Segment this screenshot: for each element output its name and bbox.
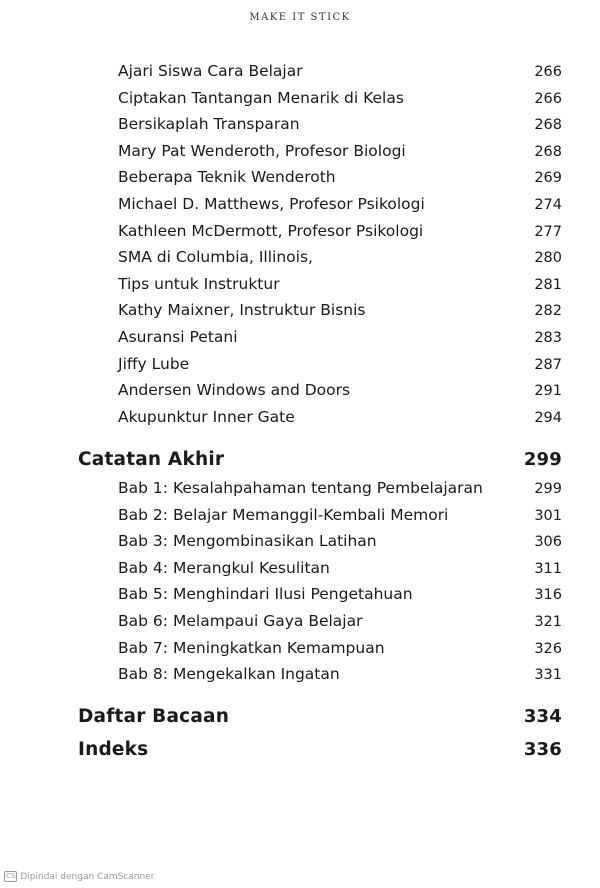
- section-title: Catatan Akhir: [78, 449, 225, 470]
- toc-entry-page: 287: [534, 356, 562, 373]
- chapter-page: 316: [534, 587, 562, 604]
- notes-chapter-entry[interactable]: [118, 665, 562, 692]
- toc-entry-title: Tips untuk Instruktur: [118, 274, 280, 293]
- toc-entry-page: 283: [534, 329, 562, 346]
- notes-chapter-entry[interactable]: [118, 506, 562, 533]
- toc-entry[interactable]: [118, 195, 562, 222]
- section-page: 334: [523, 706, 562, 727]
- toc-entry-page: 291: [534, 383, 562, 400]
- toc-entry-page: 281: [534, 276, 562, 293]
- chapter-page: 331: [534, 667, 562, 684]
- toc-entry-page: 269: [534, 170, 562, 187]
- notes-chapter-list: [118, 479, 562, 692]
- chapter-label: Bab 3:: [118, 532, 168, 551]
- chapter-page: 321: [534, 613, 562, 630]
- toc-entry[interactable]: [118, 275, 562, 302]
- chapter-label: Bab 1:: [118, 479, 168, 497]
- scanner-watermark: [4, 871, 154, 882]
- toc-entry-page: 268: [534, 117, 562, 134]
- toc-entry-title: Michael D. Matthews, Profesor Psikologi: [118, 194, 425, 213]
- toc-entry-title: SMA di Columbia, Illinois,: [118, 248, 313, 267]
- section-catatan-akhir[interactable]: [78, 449, 562, 470]
- toc-entry-page: 277: [534, 223, 562, 240]
- chapter-label: Bab 2:: [118, 505, 168, 524]
- notes-chapter-entry[interactable]: [118, 532, 562, 559]
- toc-entry[interactable]: [118, 89, 562, 116]
- toc-entry[interactable]: [118, 222, 562, 249]
- notes-chapter-entry[interactable]: [118, 612, 562, 639]
- chapter-page: 306: [534, 534, 562, 551]
- toc-entry[interactable]: [118, 248, 562, 275]
- toc-entry-title: Ciptakan Tantangan Menarik di Kelas: [118, 88, 404, 107]
- toc-entry[interactable]: [118, 115, 562, 142]
- section-daftar-bacaan[interactable]: [78, 706, 562, 727]
- chapter-title: Belajar Memanggil-Kembali Memori: [173, 505, 449, 524]
- toc-entry[interactable]: [118, 142, 562, 169]
- toc-entry-title: Akupunktur Inner Gate: [118, 407, 295, 426]
- toc-entry-title: Beberapa Teknik Wenderoth: [118, 168, 336, 187]
- toc-entry[interactable]: [118, 328, 562, 355]
- toc-entry[interactable]: [118, 168, 562, 195]
- chapter-page: 299: [534, 481, 562, 497]
- toc-entry-title: Kathleen McDermott, Profesor Psikologi: [118, 221, 424, 240]
- camscanner-icon: CS: [6, 872, 16, 880]
- section-page: 336: [523, 739, 562, 760]
- toc-entry-page: 294: [534, 409, 562, 426]
- chapter-label: Bab 7:: [118, 638, 168, 657]
- chapter-title: Merangkul Kesulitan: [173, 558, 330, 577]
- notes-chapter-entry[interactable]: [118, 559, 562, 586]
- chapter-label: Bab 6:: [118, 611, 168, 630]
- section-indeks[interactable]: [78, 739, 562, 760]
- chapter-label: Bab 8:: [118, 665, 168, 684]
- toc-entry-title: Kathy Maixner, Instruktur Bisnis: [118, 301, 366, 320]
- chapter-title: Menghindari Ilusi Pengetahuan: [173, 585, 413, 604]
- toc-entry-list: [118, 62, 562, 434]
- toc-entry[interactable]: [118, 301, 562, 328]
- toc-entry-title: Jiffy Lube: [118, 354, 190, 373]
- chapter-page: 301: [534, 507, 562, 524]
- running-head: MAKE IT STICK: [249, 12, 351, 23]
- section-title: Indeks: [78, 739, 149, 760]
- notes-chapter-entry[interactable]: [118, 479, 562, 506]
- chapter-title: Kesalahpahaman tentang Pembelajaran: [173, 479, 483, 497]
- notes-chapter-entry[interactable]: [118, 585, 562, 612]
- toc-entry-page: 280: [534, 250, 562, 267]
- toc-entry-title: Bersikaplah Transparan: [118, 115, 300, 134]
- chapter-title: Mengekalkan Ingatan: [173, 665, 340, 684]
- watermark-text: Dipindai dengan CamScanner: [20, 871, 155, 882]
- chapter-title: Melampaui Gaya Belajar: [173, 611, 363, 630]
- toc-entry-title: Asuransi Petani: [118, 327, 238, 346]
- toc-entry-title: Ajari Siswa Cara Belajar: [118, 62, 303, 80]
- toc-entry-page: 282: [534, 303, 562, 320]
- section-title: Daftar Bacaan: [78, 706, 230, 727]
- chapter-title: Mengombinasikan Latihan: [173, 532, 377, 551]
- toc-entry-title: Andersen Windows and Doors: [118, 381, 351, 400]
- toc-entry[interactable]: [118, 62, 562, 89]
- chapter-label: Bab 4:: [118, 558, 168, 577]
- toc-entry[interactable]: [118, 355, 562, 382]
- toc-entry[interactable]: [118, 381, 562, 408]
- chapter-title: Meningkatkan Kemampuan: [173, 638, 385, 657]
- toc-entry-page: 266: [534, 64, 562, 80]
- toc-entry-page: 268: [534, 143, 562, 160]
- section-page: 299: [523, 449, 562, 470]
- chapter-label: Bab 5:: [118, 585, 168, 604]
- chapter-page: 326: [534, 640, 562, 657]
- toc-entry-page: 266: [534, 90, 562, 107]
- notes-chapter-entry[interactable]: [118, 639, 562, 666]
- toc-entry-page: 274: [534, 196, 562, 213]
- toc-entry-title: Mary Pat Wenderoth, Profesor Biologi: [118, 141, 406, 160]
- toc-entry[interactable]: [118, 408, 562, 435]
- chapter-page: 311: [534, 560, 562, 577]
